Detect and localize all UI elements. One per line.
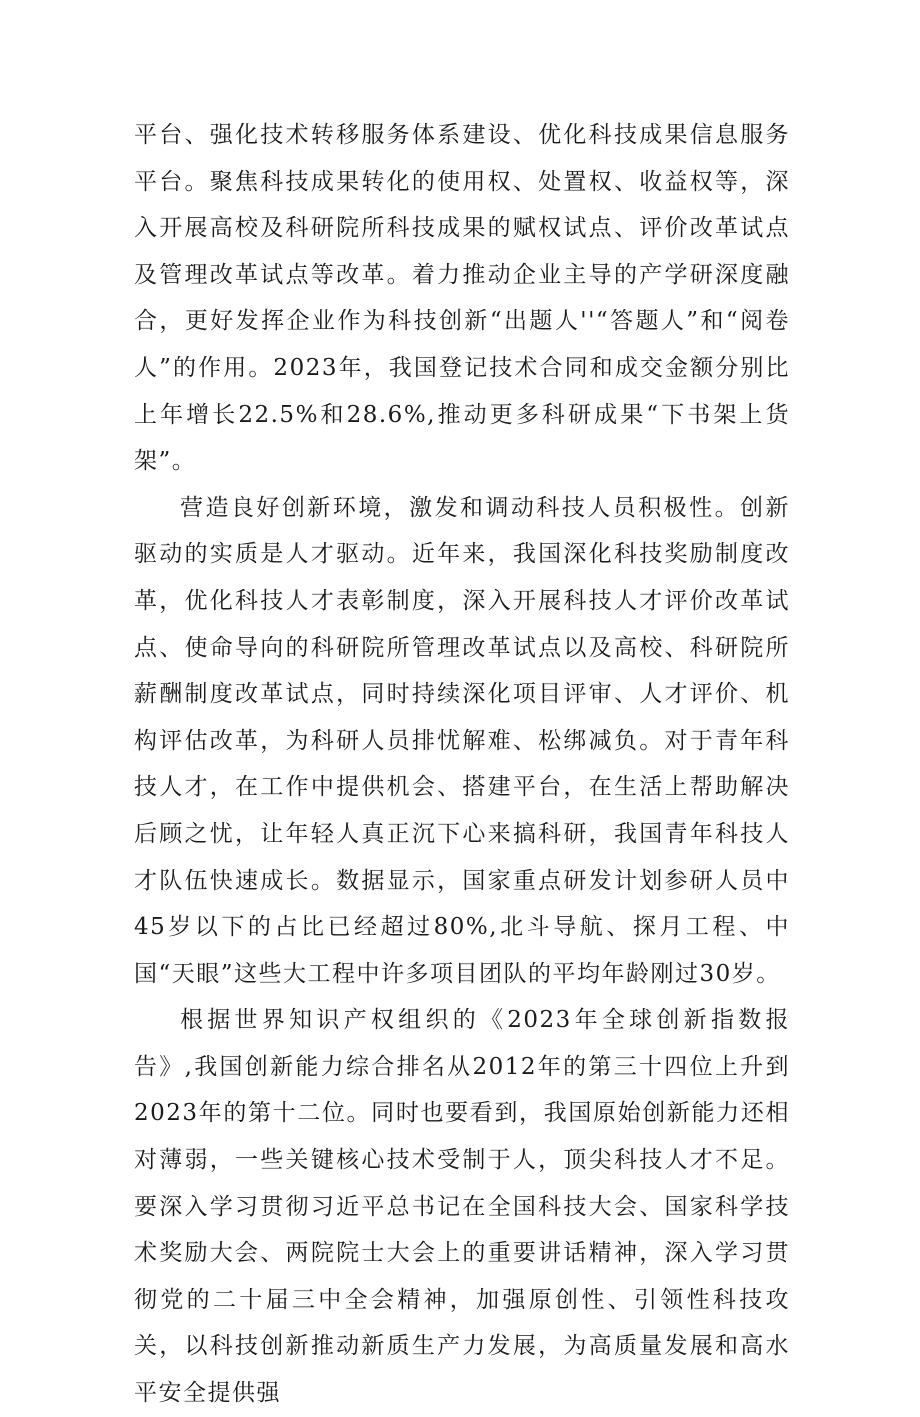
paragraph-innovation-environment: 营造良好创新环境，激发和调动科技人员积极性。创新驱动的实质是人才驱动。近年来，我国深化科技奖励制度改革，优化科技人才表彰制度，深入开展科技人才评价改革试点、使命导向的科研院所管理改革试点以及高校、科研院所薪酬制度改革试点，同时持续深化项目评审、人才评价、机构评估改革，为科研人员排忧解难、松绑减负。对于青年科技人才，在工作中提供机会、搭建平台，在生活上帮助解决后顾之忧，让年轻人真正沉下心来搞科研，我国青年科技人才队伍快速成长。数据显示，国家重点研发计划参研人员中45岁以下的占比已经超过80%,北斗导航、探月工程、中国“天眼”这些大工程中许多项目团队的平均年龄刚过30岁。 — [134, 494, 790, 987]
paragraph-tech-transfer: 平台、强化技术转移服务体系建设、优化科技成果信息服务平台。聚焦科技成果转化的使用权、处置权、收益权等，深入开展高校及科研院所科技成果的赋权试点、评价改革试点及管理改革试点等改革。着力推动企业主导的产学研深度融合，更好发挥企业作为科技创新“出题人''“答题人”和“阅卷人”的作用。2023年，我国登记技术合同和成交金额分别比上年增长22.5%和28.6%,推动更多科研成果“下书架上货架”。 — [134, 122, 790, 475]
paragraph-global-innovation-index: 根据世界知识产权组织的《2023年全球创新指数报告》,我国创新能力综合排名从2012年的第三十四位上升到2023年的第十二位。同时也要看到，我国原始创新能力还相对薄弱，一些关键核心技术受制于人，顶尖科技人才不足。要深入学习贯彻习近平总书记在全国科技大会、国家科学技术奖励大会、两院院士大会上的重要讲话精神，深入学习贯彻党的二十届三中全会精神，加强原创性、引领性科技攻关，以科技创新推动新质生产力发展，为高质量发展和高水平安全提供强 — [134, 1007, 790, 1407]
document-body — [134, 112, 790, 1417]
